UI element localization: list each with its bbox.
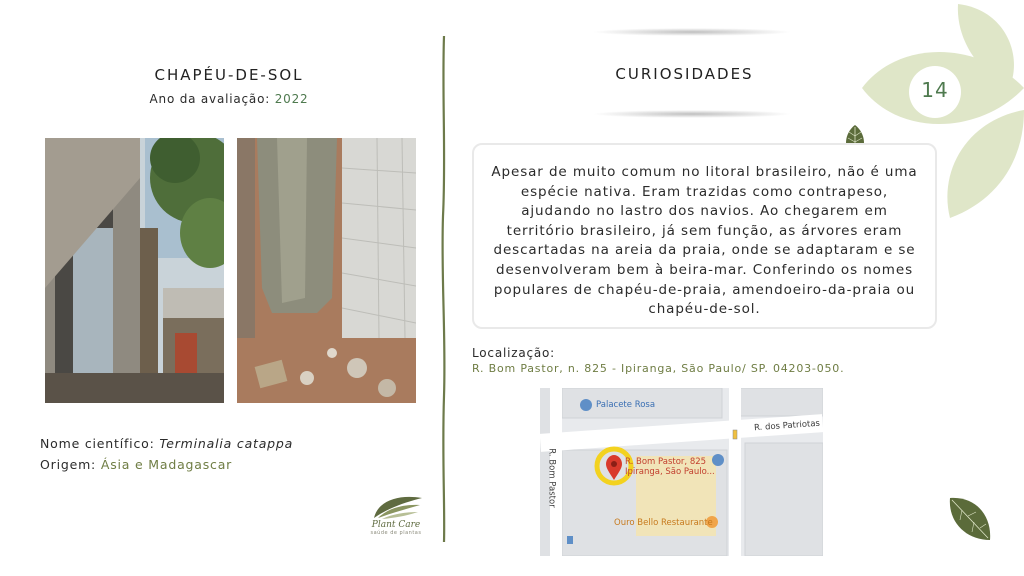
origin-label: Origem: (40, 457, 97, 472)
year-value: 2022 (274, 92, 309, 106)
tree-photo-trunk (237, 138, 416, 403)
scientific-name (40, 436, 293, 451)
origin (40, 457, 232, 472)
logo-tagline: saúde de plantas (370, 530, 422, 536)
plant-care-logo (360, 492, 432, 544)
map-label-palacete: Palacete Rosa (596, 400, 656, 410)
location-value: R. Bom Pastor, n. 825 - Ipiranga, São Paulo/ SP. 04203-050. (472, 362, 845, 375)
map-label-restaurant: Ouro Bello Restaurante (614, 518, 713, 528)
title-shadow-top (592, 28, 792, 36)
origin-value: Ásia e Madagascar (100, 457, 233, 472)
location-label: Localização: (472, 346, 556, 360)
right-title: CURIOSIDADES (615, 65, 754, 83)
tree-photo-wall (45, 138, 224, 403)
page-divider (439, 36, 449, 542)
page-number: 14 (921, 78, 949, 102)
title-shadow-bottom (592, 110, 792, 118)
leaf-icon-bottom (946, 494, 994, 544)
left-title: CHAPÉU-DE-SOL (154, 66, 304, 84)
map-label-patriotas: R. dos Patriotas (753, 418, 821, 434)
location-map[interactable] (540, 388, 823, 556)
curiosity-text: Apesar de muito comum no litoral brasileiro, não é uma espécie nativa. Eram trazidas como contrapeso, ajudando no lastro dos navios. Ao chegarem em território brasileiro, já sem função, as árvores eram descartadas na areia da praia, onde se adaptaram e se desenvolveram bem à beira-mar. Conferindo os nomes populares de chapéu-de-praia, amendoeiro-da-praia ou chapéu-de-sol. (491, 164, 918, 318)
year-label: Ano da avaliação: (149, 92, 271, 106)
map-label-pin-line2: Ipiranga, São Paulo... (625, 467, 715, 477)
map-label-pin-line1: R. Bom Pastor, 825 (625, 457, 707, 467)
curiosity-card (472, 143, 937, 329)
logo-leaf-icon (366, 492, 426, 520)
evaluation-year (0, 92, 458, 106)
logo-name: Plant Care (371, 520, 421, 530)
scientific-value: Terminalia catappa (159, 436, 294, 451)
scientific-label: Nome científico: (40, 436, 155, 451)
map-label-bom-pastor: R. Bom Pastor (546, 448, 557, 508)
